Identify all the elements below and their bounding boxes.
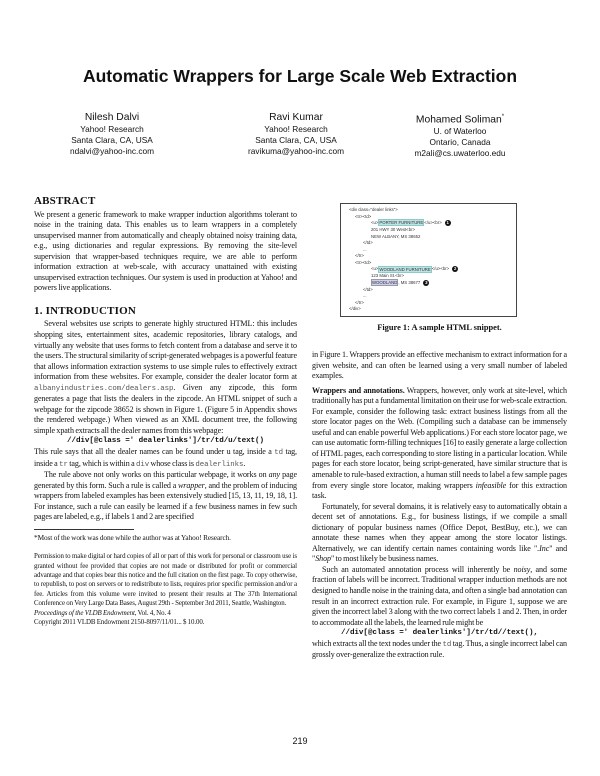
url-text: albanyindustries.com/dealers.asp xyxy=(34,384,174,393)
author-affiliation: U. of Waterloo xyxy=(433,126,487,137)
author-block xyxy=(206,111,386,156)
text-run: tag. Thus, a single incorrect label can grossly over-generalize the extraction rule. xyxy=(312,638,567,660)
paragraph xyxy=(34,447,297,470)
author-block xyxy=(370,111,550,159)
figure-html-snippet xyxy=(340,203,517,317)
abstract-heading: ABSTRACT xyxy=(34,195,96,207)
paragraph xyxy=(312,565,567,628)
text-run: tag, inside a xyxy=(34,447,297,468)
paragraph xyxy=(34,319,297,436)
paper-title: Automatic Wrappers for Large Scale Web Extraction xyxy=(82,66,518,86)
text-run: . xyxy=(243,458,246,468)
text-run: for this extraction task. xyxy=(312,480,567,501)
author-location: Santa Clara, CA, USA xyxy=(255,134,337,145)
code-text: tr xyxy=(59,460,68,469)
text-run: The rule above not only works on this particular webpage, it works on xyxy=(44,470,269,480)
author-email: ravikuma@yahoo-inc.com xyxy=(247,145,345,156)
highlighted-label: WOODLAND FURNITURE xyxy=(379,266,431,272)
label-marker: 3 xyxy=(425,279,428,285)
code-line xyxy=(349,220,516,227)
right-column xyxy=(312,350,567,661)
author-block xyxy=(22,111,202,156)
text-run: This rule says that all the dealer names can be found under u tag, inside a xyxy=(34,447,275,457)
author-email: ndalvi@yahoo-inc.com xyxy=(69,145,155,156)
text-run: , and some fraction of labels will be incorrect. Traditional wrapper induction methods are not designed to handle noise in the training data, and often a single bad annotation can result in an incorrect extraction rule. For example, in Figure 1, suppose we are given the incorrect label 3 along with the two correct labels 1 and 2. Then, in order to accommodate all the labels, the learned rule might be xyxy=(312,564,568,627)
author-name xyxy=(370,111,550,126)
code-text: </u><br> xyxy=(431,266,450,272)
text-run: which extracts all the text nodes under the xyxy=(312,638,443,648)
code-line: 123 Main St.<br> xyxy=(371,273,404,279)
xpath-expression: //div[@class =' dealerlinks']/tr/td/u/text() xyxy=(67,437,264,446)
author-location: Santa Clara, CA, USA xyxy=(71,134,153,145)
text-run: whose class is xyxy=(149,458,196,468)
section-heading-introduction: 1. INTRODUCTION xyxy=(34,304,137,317)
copyright-line: Copyright 2011 VLDB Endowment 2150-8097/11/01... $ 10.00. xyxy=(34,619,205,626)
highlighted-label: WOODLAND xyxy=(372,279,398,285)
emphasis: .Inc xyxy=(537,543,550,553)
code-text: </u><br> xyxy=(424,220,442,226)
text-run: . Given any zipcode, this form generates a page that lists the dealers in the zipcode. An HTML snippet of such a webpage for the zipcode 38652 is shown in Figure 1. (Figure 5 in Appendix shows the rendered webpage.) When viewed as an XML document tree, the following simple xpath extracts all the dealer names from this webpage: xyxy=(34,382,297,435)
text-run: " to most likely be business names. xyxy=(331,554,439,564)
author-name-text: Mohamed Soliman xyxy=(415,114,502,126)
code-line: 201 HWY 30 West<br> xyxy=(371,226,416,232)
code-text: <u> xyxy=(371,266,379,272)
author-email: m2ali@cs.uwaterloo.edu xyxy=(414,148,506,159)
volume-text: , Vol. 4, No. 4 xyxy=(134,609,171,617)
code-line: <div class="dealer links"> xyxy=(349,207,398,212)
code-line: ... xyxy=(363,293,367,299)
footnote-mark: * xyxy=(501,114,505,120)
text-run: Several websites use scripts to generate highly structured HTML: this includes shopping sites, entertainment sites, academic repositories, library catalogs, and virtually any website that uses forms to fetch content from a database and serve it to the users. The structural similarity of script-generated webpages is a powerful feature that allows information extraction systems to use simple rules to effectively extract information from these websites. For example, consider the dealer locator form at xyxy=(34,319,297,382)
figure-caption: Figure 1: A sample HTML snippet. xyxy=(377,323,502,332)
paragraph xyxy=(312,386,567,502)
paragraph: in Figure 1. Wrappers provide an effective mechanism to extract information for a given website, and can often be learned using a very small number of labeled examples. xyxy=(312,350,567,381)
paragraph-heading: Wrappers and annotations. xyxy=(312,385,405,395)
code-line: <tr><td> xyxy=(355,259,372,265)
left-column xyxy=(34,196,297,627)
text-run: Such an automated annotation process will inherently be xyxy=(322,564,514,574)
abstract-text: We present a generic framework to make wrapper induction algorithms tolerant to noise in the training data. This enables us to learn wrappers in a completely unsupervised manner from automatically and cheaply obtained noisy training data, e.g., using dictionaries and regular expressions. By removing the site-level supervision that wrapper-based techniques require, we are able to perform information extraction at web-scale, with accuracy unattained with existing unsupervised extraction techniques. Our system is used in production at Yahoo! and powers live applications. xyxy=(34,209,297,293)
code-line: </div> xyxy=(349,306,361,312)
emphasis: Shop xyxy=(315,554,331,564)
footnote: *Most of the work was done while the author was at Yahoo! Research. xyxy=(34,532,231,542)
label-marker: 1 xyxy=(446,220,449,226)
paragraph xyxy=(34,470,297,523)
emphasis: any xyxy=(268,470,281,480)
code-line: </tr> xyxy=(355,253,364,259)
author-name: Nilesh Dalvi xyxy=(84,112,140,123)
xpath-expression: //div[@class =' dealerlinks']/tr/td//text(), xyxy=(341,629,538,638)
emphasis: wrapper xyxy=(178,480,205,490)
code-line: NEW ALBANY, MS 38652 xyxy=(371,233,421,239)
code-line: </tr> xyxy=(355,299,364,305)
text-run: tag, which is within a xyxy=(67,458,136,468)
permission-block xyxy=(34,552,297,627)
text-run: " and " xyxy=(312,543,568,564)
text-run: Fortunately, for several domains, it is relatively easy to automatically obtain a decent set of annotations. E.g., for business listings, if we compile a small dictionary of popular business names (Office Depot, BestBuy, etc.), we can annotate these names when they appear among the store locator listings. Alternatively, we can identify certain names containing words like " xyxy=(312,501,567,553)
author-name: Ravi Kumar xyxy=(269,112,323,123)
text-run: Wrappers, however, only work at site-level, which traditionally has put a fundamental limitation on their use for web-scale extraction. For example, consider the following task: extract business listings from all the store locator pages on the Web. (Compiling such a database can be immensely useful and can enable powerful Web applications.) For each store locator page, we can use automatic form-filling techniques [16] to easily generate a large collection of HTML pages, each corresponding to store listing in a particular location. While pages for each store locator, being script-generated, have similar structure that is amenable to rule-based extraction, a human still needs to label a few sample pages from every single store locator, making wrappers xyxy=(312,385,567,490)
code-text: dealerlinks xyxy=(195,460,244,469)
footnote-divider xyxy=(34,529,134,530)
code-line: ... xyxy=(363,246,367,252)
label-marker: 2 xyxy=(454,266,457,272)
page-number: 219 xyxy=(292,736,308,746)
code-text: td xyxy=(442,640,452,649)
proceedings-title: Proceedings of the VLDB Endowment xyxy=(34,609,135,617)
code-line: </td> xyxy=(363,240,373,246)
code-text: , MS 38677 xyxy=(398,279,421,285)
code-line: <tr><td> xyxy=(355,213,372,219)
proceedings-line xyxy=(34,609,297,618)
paragraph xyxy=(312,502,567,565)
author-affiliation: Yahoo! Research xyxy=(264,124,328,134)
text-run: , and the problem of inducing wrappers from labeled examples has been extensively studied [15, 13, 11, 19, 18, 1]. For instance, such a rule can easily be learned if a few business names in few such pages are labeled, e.g., if labels 1 and 2 are specified xyxy=(34,480,297,522)
emphasis: noisy xyxy=(513,564,531,574)
code-line xyxy=(349,280,516,287)
text-run: page generated by this form. Such a rule is called a xyxy=(34,470,297,490)
code-text: td xyxy=(274,449,283,458)
code-line: </td> xyxy=(363,286,373,292)
emphasis: infeasible xyxy=(475,480,507,490)
code-line xyxy=(349,266,516,273)
code-text: div xyxy=(136,460,150,469)
code-text: <u> xyxy=(371,220,379,226)
author-affiliation: Yahoo! Research xyxy=(80,124,144,134)
highlighted-label: PORTER FURNITURE xyxy=(379,220,424,226)
permission-text: Permission to make digital or hard copies of all or part of this work for personal or classroom use is granted without fee provided that copies are not made or distributed for profit or commercial advantage and that copies bear this notice and the full citation on the first page. To copy otherwise, to republish, to post on servers or to redistribute to lists, requires prior specific permission and/or a fee. Articles from this volume were invited to present their results at The 37th International Conference on Very Large Data Bases, August 29th - September 3rd 2011, Seattle, Washington. xyxy=(34,553,297,608)
author-location: Ontario, Canada xyxy=(429,137,491,148)
paragraph xyxy=(312,639,567,661)
